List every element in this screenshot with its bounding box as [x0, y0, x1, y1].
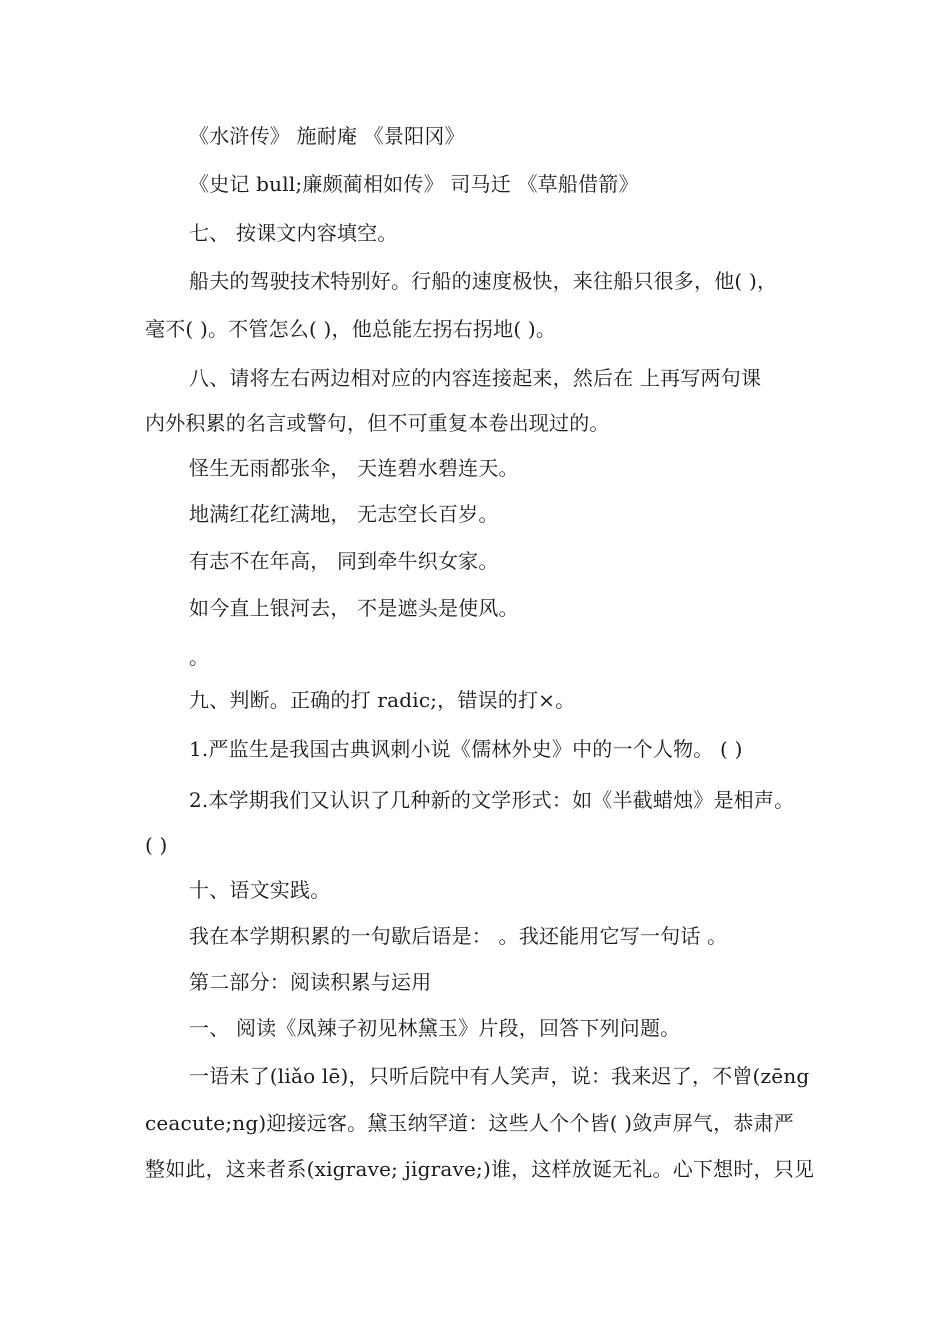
passage-line-2: ceacute;ng)迎接远客。黛玉纳罕道：这些人个个皆( )敛声屏气，恭肃严 — [145, 1111, 794, 1135]
reading-heading-one: 一、 阅读《凤辣子初见林黛玉》片段，回答下列问题。 — [189, 1016, 681, 1040]
section-heading-seven: 七、 按课文内容填空。 — [189, 221, 398, 245]
judge-item-1: 1.严监生是我国古典讽刺小说《儒林外史》中的一个人物。 ( ) — [189, 737, 743, 761]
match-line-3: 有志不在年高， 同到牵牛织女家。 — [189, 549, 499, 573]
period-line: 。 — [189, 645, 210, 669]
section-heading-eight: 八、请将左右两边相对应的内容连接起来，然后在 上再写两句课 — [189, 366, 762, 390]
text-line-water-margin: 《水浒传》 施耐庵 《景阳冈》 — [189, 124, 465, 148]
section-eight-continuation: 内外积累的名言或警句，但不可重复本卷出现过的。 — [145, 411, 610, 435]
passage-line-3: 整如此，这来者系(xigrave; jigrave;)谁，这样放诞无礼。心下想时，只见 — [145, 1157, 815, 1181]
judge-item-2-blank: ( ) — [145, 833, 168, 857]
part-two-heading: 第二部分：阅读积累与运用 — [189, 970, 432, 994]
practice-line: 我在本学期积累的一句歇后语是： 。我还能用它写一句话 。 — [189, 924, 728, 948]
section-heading-ten: 十、语文实践。 — [189, 878, 331, 902]
fill-blank-line-2: 毫不( )。不管怎么( )，他总能左拐右拐地( )。 — [145, 317, 557, 341]
match-line-2: 地满红花红满地， 无志空长百岁。 — [189, 502, 499, 526]
passage-line-1: 一语未了(liǎo lē)，只听后院中有人笑声，说：我来迟了，不曾(zēng — [189, 1064, 810, 1088]
text-line-shiji: 《史记 bull;廉颇蔺相如传》 司马迁 《草船借箭》 — [189, 172, 639, 196]
match-line-1: 怪生无雨都张伞， 天连碧水碧连天。 — [189, 456, 519, 480]
judge-item-2: 2.本学期我们又认识了几种新的文学形式：如《半截蜡烛》是相声。 — [189, 788, 795, 812]
section-heading-nine: 九、判断。正确的打 radic;，错误的打×。 — [189, 688, 576, 712]
match-line-4: 如今直上银河去， 不是遮头是使风。 — [189, 596, 519, 620]
fill-blank-line-1: 船夫的驾驶技术特别好。行船的速度极快，来往船只很多，他( )， — [189, 269, 778, 293]
